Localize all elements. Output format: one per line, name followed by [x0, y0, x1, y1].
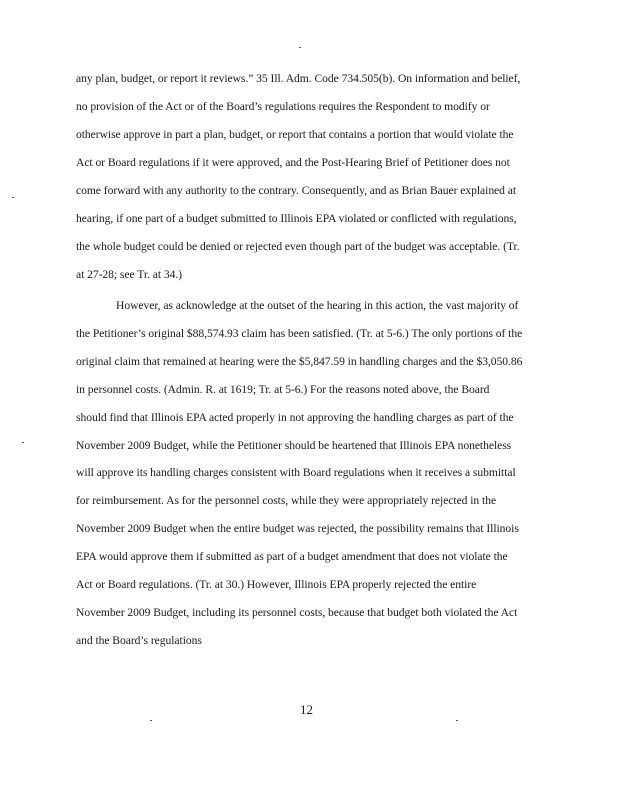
- scan-speck: [456, 720, 458, 721]
- paragraph-line: However, as acknowledge at the outset of the hearing in this action, the vast majority of: [116, 299, 519, 312]
- paragraph-line: at 27-28; see Tr. at 34.): [76, 268, 182, 281]
- paragraph-line: hearing, if one part of a budget submitted to Illinois EPA violated or conflicted with regulations,: [76, 212, 517, 225]
- paragraph-line: the Petitioner’s original $88,574.93 claim has been satisfied. (Tr. at 5-6.) The only portions of the: [76, 327, 523, 340]
- paragraph-line: should find that Illinois EPA acted properly in not approving the handling charges as part of the: [76, 411, 514, 424]
- scan-speck: [299, 47, 301, 48]
- paragraph-line: for reimbursement. As for the personnel costs, while they were appropriately rejected in the: [76, 494, 497, 507]
- paragraph-line: no provision of the Act or of the Board’s regulations requires the Respondent to modify or: [76, 100, 490, 113]
- paragraph-line: Act or Board regulations. (Tr. at 30.) However, Illinois EPA properly rejected the entire: [76, 578, 477, 591]
- scan-speck: [12, 197, 14, 198]
- paragraph-line: November 2009 Budget, including its personnel costs, because that budget both violated the Act: [76, 606, 518, 619]
- paragraph-line: November 2009 Budget when the entire budget was rejected, the possibility remains that Illinois: [76, 522, 519, 535]
- paragraph-line: and the Board’s regulations: [76, 634, 202, 647]
- paragraph-line: Act or Board regulations if it were approved, and the Post-Hearing Brief of Petitioner does not: [76, 156, 510, 169]
- scan-speck: [22, 442, 24, 443]
- paragraph-line: come forward with any authority to the contrary. Consequently, and as Brian Bauer explained at: [76, 184, 517, 197]
- paragraph-line: November 2009 Budget, while the Petitioner should be heartened that Illinois EPA nonetheless: [76, 439, 512, 452]
- paragraph-line: otherwise approve in part a plan, budget, or report that contains a portion that would violate the: [76, 128, 514, 141]
- scan-speck: [150, 720, 152, 721]
- paragraph-line: in personnel costs. (Admin. R. at 1619; Tr. at 5-6.) For the reasons noted above, the Board: [76, 383, 490, 396]
- page-number: 12: [300, 702, 313, 717]
- paragraph-line: will approve its handling charges consistent with Board regulations when it receives a submittal: [76, 466, 516, 479]
- paragraph-line: original claim that remained at hearing were the $5,847.59 in handling charges and the $3,050.86: [76, 355, 523, 368]
- paragraph-line: any plan, budget, or report it reviews.” 35 Ill. Adm. Code 734.505(b). On information and belief,: [76, 72, 521, 85]
- paragraph-line: the whole budget could be denied or rejected even though part of the budget was acceptable. (Tr.: [76, 240, 520, 253]
- paragraph-line: EPA would approve them if submitted as part of a budget amendment that does not violate the: [76, 550, 508, 563]
